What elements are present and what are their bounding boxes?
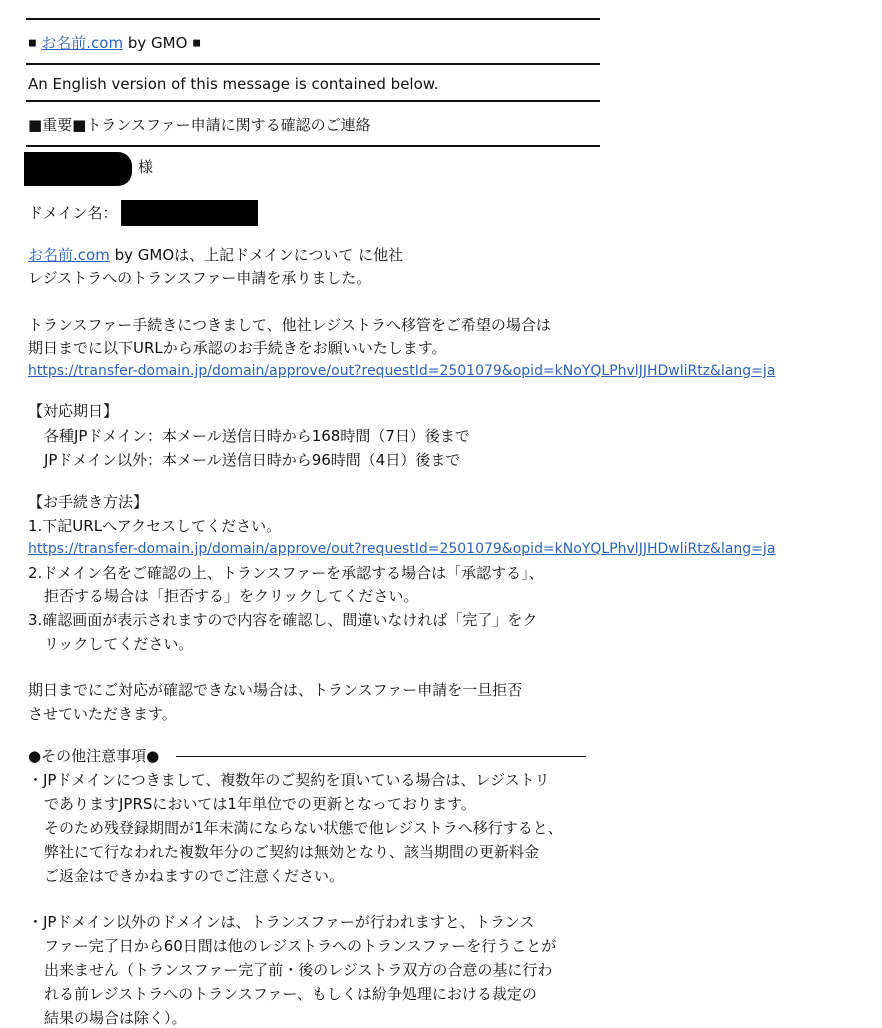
note-1-line: ・JPドメインにつきまして、複数年のご契約を頂いている場合は、レジストリ — [28, 771, 550, 789]
procedure-step-2-line-1: 2.ドメイン名をご確認の上、トランスファーを承認する場合は「承認する」、 — [28, 564, 544, 582]
subject-line: ■重要■トランスファー申請に関する確認のご連絡 — [28, 116, 371, 134]
deadline-heading: 【対応期日】 — [28, 402, 119, 420]
brand-header — [28, 33, 201, 54]
procedure-step-1: 1.下記URLへアクセスしてください。 — [28, 517, 282, 535]
notes-heading-rule — [176, 756, 586, 757]
intro-text: by GMOは、上記ドメインについて に他社 — [109, 246, 404, 264]
procedure-heading: 【お手続き方法】 — [28, 493, 149, 511]
procedure-step-2-line-2: 拒否する場合は「拒否する」をクリックしてください。 — [44, 587, 419, 605]
approve-url-link[interactable]: https://transfer-domain.jp/domain/approve/out?requestId=2501079&opid=kNoYQLPhvlJJHDwliRtz&lang=ja — [28, 363, 776, 379]
procedure-step-3-line-1: 3.確認画面が表示されますので内容を確認し、間違いなければ「完了」をク — [28, 611, 538, 629]
note-2-line: れる前レジストラへのトランスファー、もしくは紛争処理における裁定の — [44, 985, 537, 1003]
note-2-line: 結果の場合は除く）。 — [44, 1009, 187, 1027]
no-response-line-2: させていただきます。 — [28, 705, 177, 723]
square-bullet: ■ — [192, 38, 201, 49]
notes-heading: ●その他注意事項● — [28, 747, 160, 765]
note-1-line: 弊社にて行なわれた複数年分のご契約は無効となり、該当期間の更新料金 — [44, 843, 540, 861]
no-response-line-1: 期日までにご対応が確認できない場合は、トランスファー申請を一旦拒否 — [28, 681, 523, 699]
deadline-jp: 各種JPドメイン：本メール送信日時から168時間（7日）後まで — [44, 427, 470, 445]
note-1-line: そのため残登録期間が1年未満にならない状態で他レジストラへ移行すると、 — [44, 819, 563, 837]
brand-link[interactable]: お名前.com — [28, 246, 110, 264]
note-2-line: ・JPドメイン以外のドメインは、トランスファーが行われますと、トランス — [28, 913, 535, 931]
redacted-domain-name — [121, 200, 258, 226]
divider — [26, 100, 600, 102]
note-1-line: でありますJPRSにおいては1年単位での更新となっております。 — [44, 795, 476, 813]
intro-line-1 — [28, 245, 403, 265]
note-1-line: ご返金はできかねますのでご注意ください。 — [44, 867, 345, 885]
redacted-customer-name — [24, 152, 132, 186]
note-2-line: ファー完了日から60日間は他のレジストラへのトランスファーを行うことが — [44, 937, 557, 955]
divider — [26, 145, 600, 147]
procedure-step-3-line-2: リックしてください。 — [44, 635, 194, 653]
brand-link[interactable]: お名前.com — [41, 34, 124, 52]
intro-line-2: レジストラへのトランスファー申請を承りました。 — [28, 269, 372, 287]
note-2-line: 出来ません（トランスファー完了前・後のレジストラ双方の合意の基に行わ — [44, 961, 553, 979]
honorific: 様 — [138, 158, 154, 176]
english-notice: An English version of this message is contained below. — [28, 75, 439, 93]
square-bullet: ■ — [28, 38, 37, 49]
instructions-line-2: 期日までに以下URLから承認のお手続きをお願いいたします。 — [28, 339, 447, 357]
instructions-line-1: トランスファー手続きにつきまして、他社レジストラへ移管をご希望の場合は — [28, 316, 551, 334]
deadline-non-jp: JPドメイン以外：本メール送信日時から96時間（4日）後まで — [44, 451, 461, 469]
divider-top — [26, 18, 600, 20]
procedure-url-link[interactable]: https://transfer-domain.jp/domain/approve/out?requestId=2501079&opid=kNoYQLPhvlJJHDwliRtz&lang=ja — [28, 541, 776, 557]
divider — [26, 63, 600, 65]
brand-suffix: by GMO — [123, 34, 193, 52]
domain-label: ドメイン名： — [28, 204, 118, 222]
